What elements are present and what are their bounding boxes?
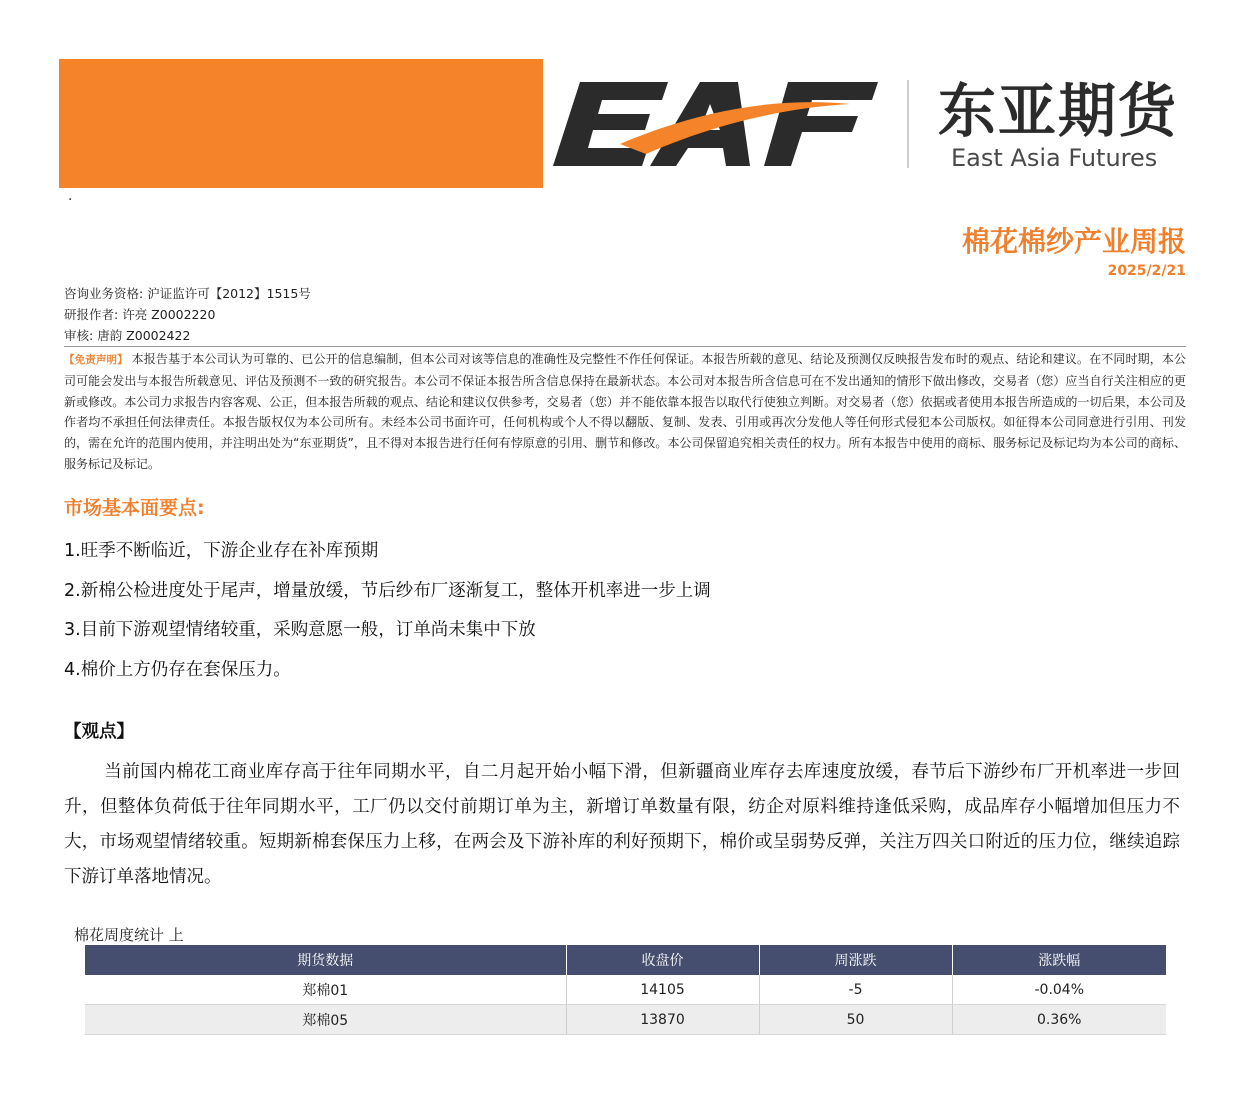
- table-cell: -5: [759, 975, 952, 1005]
- table-header-row: [85, 945, 1166, 975]
- column-header: 收盘价: [566, 945, 759, 975]
- table-cell: 13870: [566, 1005, 759, 1035]
- report-date: 2025/2/21: [1107, 263, 1186, 279]
- author-line: [64, 304, 311, 325]
- stray-dot: .: [68, 188, 73, 204]
- disclaimer-text: 本报告基于本公司认为可靠的、已公开的信息编制，但本公司对该等信息的准确性及完整性不作任何保证。本报告所载的意见、结论及预测仅反映报告发布时的观点、结论和建议。在不同时期，本公司可能会发出与本报告所载意见、评估及预测不一致的研究报告。本公司不保证本报告所含信息保持在最新状态。本公司对本报告所含信息可在不发出通知的情形下做出修改，交易者（您）应当自行关注相应的更新或修改。本公司力求报告内容客观、公正，但本报告所载的观点、结论和建议仅供参考，交易者（您）并不能依靠本报告以取代行使独立判断。对交易者（您）依据或者使用本报告所造成的一切后果，本公司及作者均不承担任何法律责任。本报告版权仅为本公司所有。未经本公司书面许可，任何机构或个人不得以翻版、复制、发表、引用或再次分发他人等任何形式侵犯本公司版权。如征得本公司同意进行引用、刊发的，需在允许的范围内使用，并注明出处为“东亚期货”，且不得对本报告进行任何有悖原意的引用、删节和修改。本公司保留追究相关责任的权力。所有本报告中使用的商标、服务标记及标记均为本公司的商标、服务标记及标记。: [64, 352, 1186, 471]
- brand-cn-name: 东亚期货: [938, 77, 1179, 145]
- table-cell: -0.04%: [952, 975, 1166, 1005]
- qualification-label: 咨询业务资格:: [64, 286, 144, 301]
- author-value: 许亮 Z0002220: [122, 307, 216, 322]
- disclaimer-tag: 【免责声明】: [64, 354, 128, 366]
- reviewer-value: 唐韵 Z0002422: [97, 328, 191, 343]
- disclaimer: [64, 349, 1186, 475]
- list-item: 1.旺季不断临近，下游企业存在补库预期: [64, 541, 379, 561]
- fundamentals-title: 市场基本面要点:: [64, 497, 205, 519]
- opinion-title: 【观点】: [64, 722, 134, 742]
- divider-line: [64, 346, 1186, 347]
- table-cell: 0.36%: [952, 1005, 1166, 1035]
- table-caption: 棉花周度统计 上: [74, 926, 184, 944]
- reviewer-line: [64, 325, 311, 346]
- table-cell: 郑棉01: [85, 975, 566, 1005]
- list-item: 3.目前下游观望情绪较重，采购意愿一般，订单尚未集中下放: [64, 620, 536, 640]
- header-orange-banner: [59, 59, 543, 188]
- report-title: 棉花棉纱产业周报: [961, 225, 1186, 258]
- list-item: 4.棉价上方仍存在套保压力。: [64, 659, 291, 680]
- column-header: 涨跌幅: [952, 945, 1166, 975]
- report-meta: [64, 283, 311, 346]
- column-header: 期货数据: [85, 945, 566, 975]
- column-header: 周涨跌: [759, 945, 952, 975]
- brand-en-name: East Asia Futures: [951, 144, 1158, 172]
- table-cell: 14105: [566, 975, 759, 1005]
- logo-divider: [907, 80, 909, 168]
- table-row: [85, 1005, 1166, 1035]
- opinion-text: 当前国内棉花工商业库存高于往年同期水平，自二月起开始小幅下滑，但新疆商业库存去库速度放缓，春节后下游纱布厂开机率进一步回升，但整体负荷低于往年同期水平，工厂仍以交付前期订单为主，新增订单数量有限，纺企对原料维持逢低采购，成品库存小幅增加但压力不大，市场观望情绪较重。短期新棉套保压力上移，在两会及下游补库的利好预期下，棉价或呈弱势反弹，关注万四关口附近的压力位，继续追踪下游订单落地情况。: [64, 762, 1180, 887]
- author-label: 研报作者:: [64, 307, 119, 322]
- fundamentals-list: [64, 532, 711, 690]
- futures-table: [85, 945, 1166, 1035]
- qualification-value: 沪证监许可【2012】1515号: [147, 286, 311, 301]
- list-item: 2.新棉公检进度处于尾声，增量放缓，节后纱布厂逐渐复工，整体开机率进一步上调: [64, 580, 711, 601]
- eaf-logo-icon: [550, 74, 880, 174]
- table-cell: 50: [759, 1005, 952, 1035]
- reviewer-label: 审核:: [64, 328, 94, 343]
- table-row: [85, 975, 1166, 1005]
- table-cell: 郑棉05: [85, 1005, 566, 1035]
- qualification-line: [64, 283, 311, 304]
